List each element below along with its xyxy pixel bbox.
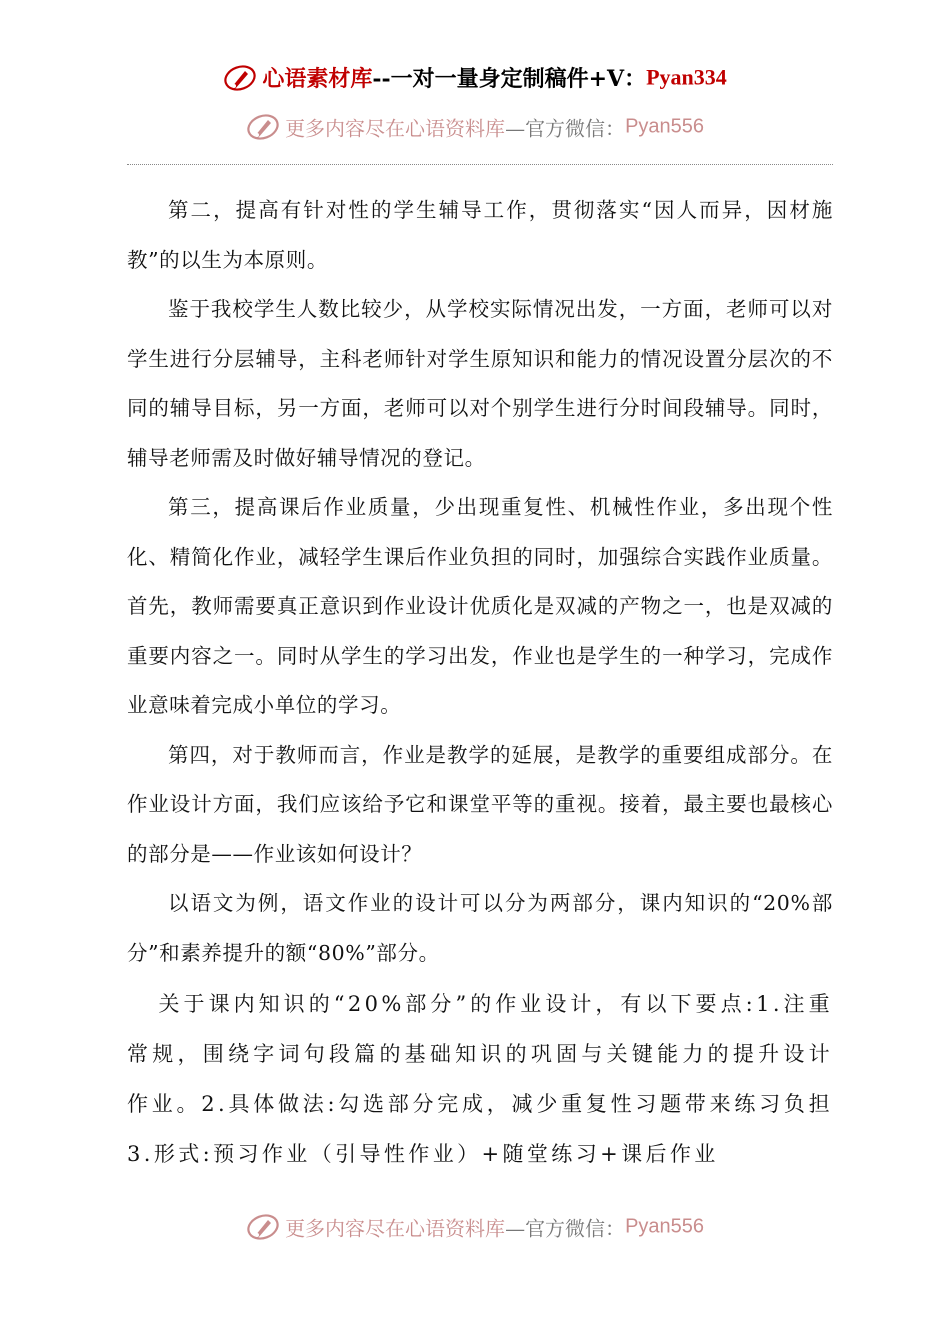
pen-logo-icon xyxy=(223,63,257,93)
watermark-bottom xyxy=(0,1212,950,1248)
header-divider xyxy=(127,164,833,165)
watermark-wechat-id: Pyan556 xyxy=(625,115,705,138)
paragraph: 第四，对于教师而言，作业是教学的延展，是教学的重要组成部分。在作业设计方面，我们应该给予它和课堂平等的重视。接着，最主要也最核心的部分是——作业该如何设计？ xyxy=(127,742,833,866)
brand-name: 心语素材库 xyxy=(262,66,373,92)
document-body xyxy=(127,186,833,1179)
header-wechat-id: Pyan334 xyxy=(646,64,727,90)
watermark-label: —官方微信： xyxy=(505,1216,626,1241)
pen-logo-icon xyxy=(246,1212,280,1242)
paragraph: 以语文为例，语文作业的设计可以分为两部分，课内知识的“20%部分”和素养提升的额“80%”部分。 xyxy=(127,891,833,965)
watermark-label: —官方微信： xyxy=(505,116,626,141)
paragraph: 第三，提高课后作业质量，少出现重复性、机械性作业，多出现个性化、精简化作业，减轻学生课后作业负担的同时，加强综合实践作业质量。首先，教师需要真正意识到作业设计优质化是双减的产物之一，也是双减的重要内容之一。同时从学生的学习出发，作业也是学生的一种学习，完成作业意味着完成小单位的学习。 xyxy=(127,495,833,717)
paragraph: 第二，提高有针对性的学生辅导工作，贯彻落实“因人而异，因材施教”的以生为本原则。 xyxy=(127,198,833,272)
paragraph: 关于课内知识的“20%部分”的作业设计，有以下要点:1.注重常规，围绕字词句段篇的基础知识的巩固与关键能力的提升设计作业。2.具体做法:勾选部分完成，减少重复性习题带来练习负担3.形式:预习作业（引导性作业）+随堂练习+课后作业 xyxy=(127,992,833,1166)
header-tagline: --一对一量身定制稿件+V： xyxy=(372,66,647,92)
watermark-text: 更多内容尽在心语资料库 xyxy=(285,1216,506,1241)
watermark-wechat-id: Pyan556 xyxy=(625,1215,705,1238)
page-header xyxy=(0,62,950,98)
watermark-top xyxy=(0,112,950,148)
watermark-text: 更多内容尽在心语资料库 xyxy=(285,116,506,141)
pen-logo-icon xyxy=(246,112,280,142)
paragraph: 鉴于我校学生人数比较少，从学校实际情况出发，一方面，老师可以对学生进行分层辅导，主科老师针对学生原知识和能力的情况设置分层次的不同的辅导目标，另一方面，老师可以对个别学生进行分时间段辅导。同时，辅导老师需及时做好辅导情况的登记。 xyxy=(127,297,833,470)
